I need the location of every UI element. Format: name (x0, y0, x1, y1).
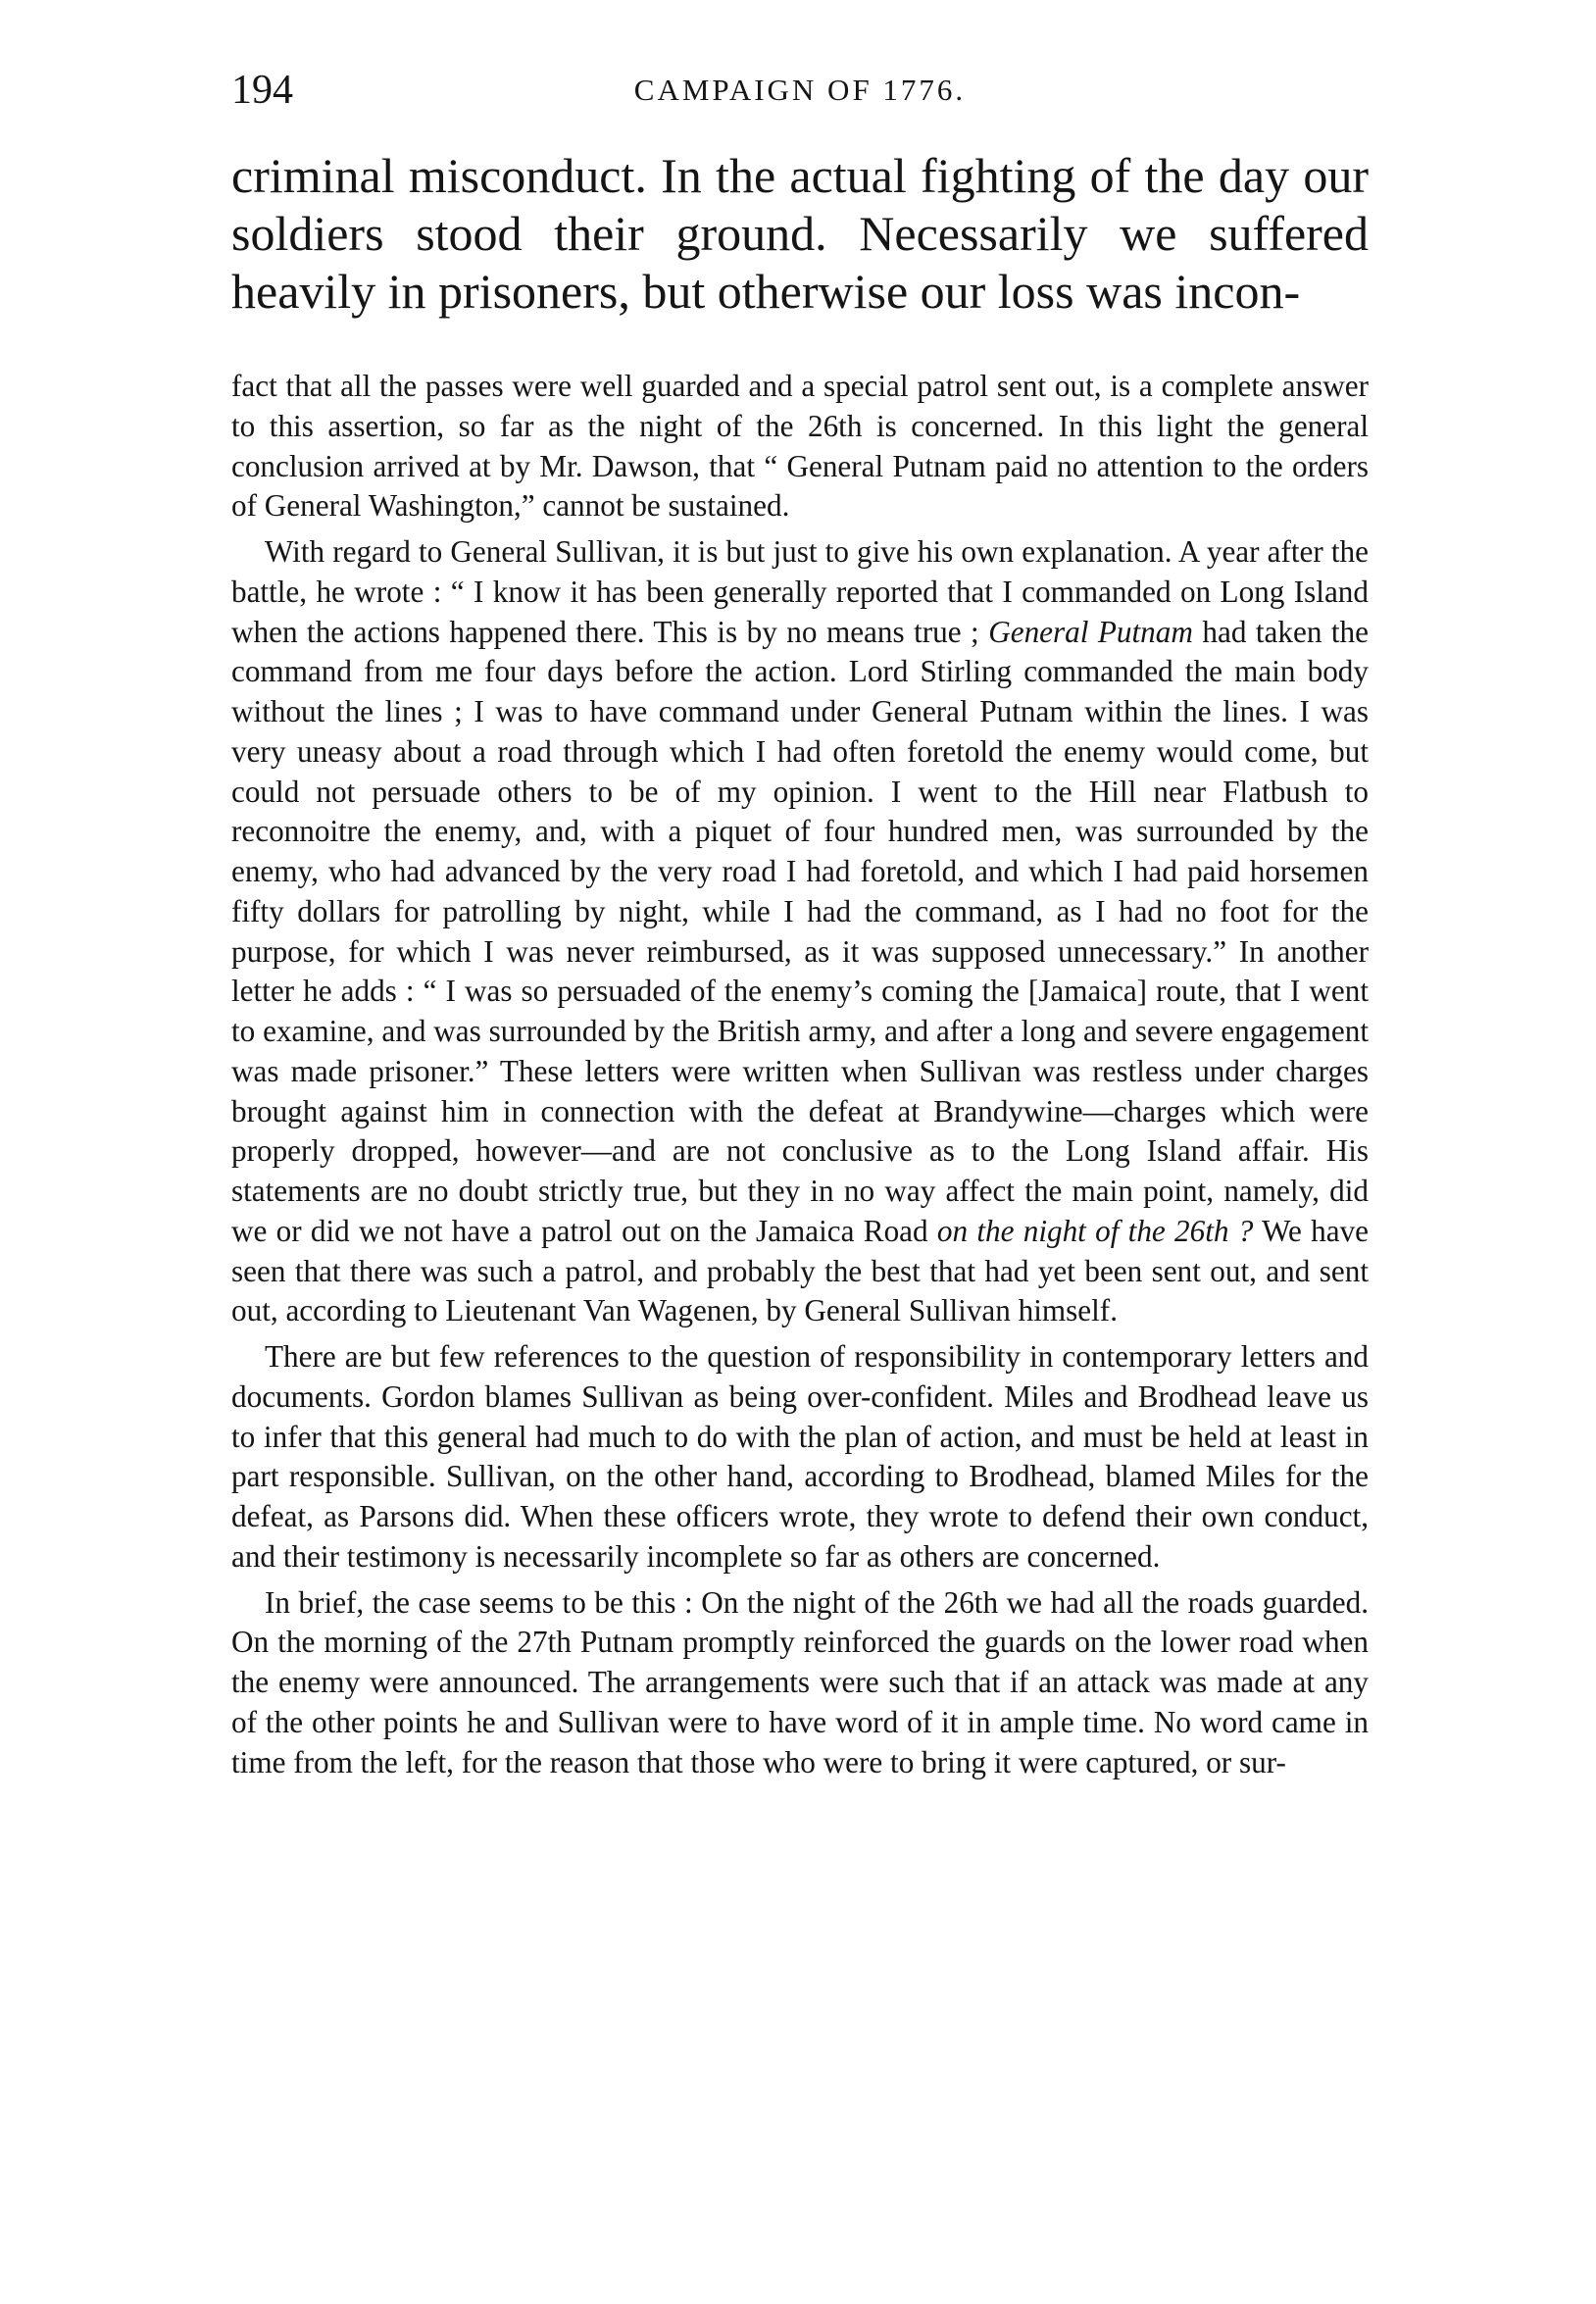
running-head (231, 67, 1369, 125)
page-number: 194 (231, 68, 293, 113)
footnote (231, 367, 1369, 1782)
footnote-paragraph-3: There are but few references to the question of responsibility in contemporary letters and documents. Gordon blames Sullivan as being over-confident. Miles and Brodhead leave us to infer that this general had much to do with the plan of action, and must be held at least in part responsible. Sullivan, on the other hand, according to Brodhead, blamed Miles for the defeat, as Parsons did. When these officers wrote, they wrote to defend their own conduct, and their testimony is necessarily incomplete so far as others are concerned. (231, 1339, 1369, 1574)
footnote-paragraph-2 (231, 532, 1369, 1331)
footnote-p2-text-c: We have seen that there was such a patrol, and probably the best that had yet been sent out, and sent out, according to Lieutenant Van Wagenen, by General Sullivan himself. (231, 1213, 1370, 1328)
footnote-p2-italic-general-putnam: General Putnam (988, 614, 1193, 649)
footnote-p2-text-a: With regard to General Sullivan, it is but just to give his own explanation. A year after the battle, he wrote : “ I know it has been generally reported that I commanded on Long Island when the actions happened there. This is by no means true ; (231, 534, 1369, 649)
footnote-p2-text-b: had taken the command from me four days before the action. Lord Stirling commanded the main body without the lines ; I was to have command under General Putnam within the lines. I was very uneasy about a road through which I had often foretold the enemy would come, but could not persuade others to be of my opinion. I went to the Hill near Flatbush to reconnoitre the enemy, and, with a piquet of four hundred men, was surrounded by the enemy, who had advanced by the very road I had foretold, and which I had paid horsemen fifty dollars for patrolling by night, while I had the command, as I had no foot for the purpose, for which I was never reimbursed, as it was supposed unnecessary.” In another letter he adds : “ I was so persuaded of the enemy’s coming the [Jamaica] route, that I went to examine, and was surrounded by the British army, and after a long and severe engagement was made prisoner.” These letters were written when Sullivan was restless under charges brought against him in connection with the defeat at Brandywine—charges which were properly dropped, however—and are not conclusive as to the Long Island affair. His statements are no doubt strictly true, but they in no way affect the main point, namely, did we or did we not have a patrol out on the Jamaica Road (231, 614, 1369, 1248)
main-text-paragraph: criminal misconduct. In the actual fighting of the day our soldiers stood their ground. Necessarily we suffered heavily in prisoners, but otherwise our loss was incon- (231, 148, 1369, 319)
footnote-paragraph-1: fact that all the passes were well guarded and a special patrol sent out, is a complete answer to this assertion, so far as the night of the 26th is concerned. In this light the general conclusion arrived at by Mr. Dawson, that “ General Putnam paid no attention to the orders of General Washington,” cannot be sustained. (231, 369, 1369, 524)
footnote-paragraph-4: In brief, the case seems to be this : On the night of the 26th we had all the roads guarded. On the morning of the 27th Putnam promptly reinforced the guards on the lower road when the enemy were announced. The arrangements were such that if an attack was made at any of the other points he and Sullivan were to have word of it in ample time. No word came in time from the left, for the reason that those who were to bring it were captured, or sur- (231, 1584, 1369, 1779)
running-title: CAMPAIGN OF 1776. (633, 73, 967, 107)
footnote-p2-italic-night-of-26th: on the night of the 26th ? (936, 1213, 1254, 1248)
